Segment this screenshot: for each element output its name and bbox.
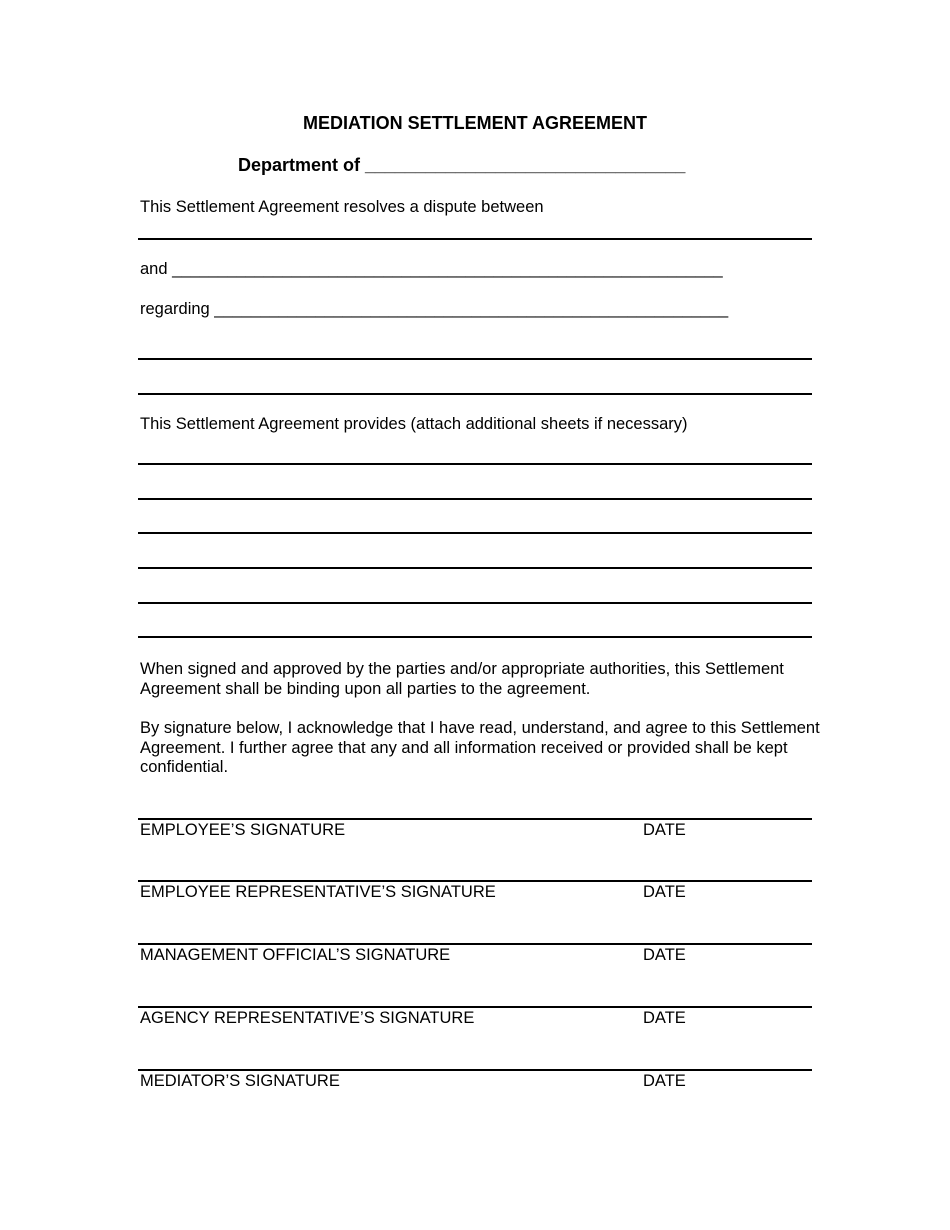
date-label: DATE <box>643 946 686 964</box>
signature-label: EMPLOYEE REPRESENTATIVE’S SIGNATURE <box>140 883 496 901</box>
date-label: DATE <box>643 1009 686 1027</box>
acknowledge-paragraph: By signature below, I acknowledge that I have read, understand, and agree to this Settlement Agreement. I further agree that any and all information received or provided shall be kept confidential. <box>140 719 820 776</box>
signature-label: AGENCY REPRESENTATIVE’S SIGNATURE <box>140 1009 475 1027</box>
regarding-line-2[interactable] <box>138 358 812 360</box>
binding-paragraph: When signed and approved by the parties and/or appropriate authorities, this Settlement Agreement shall be binding upon all parties to the agreement. <box>140 660 784 698</box>
date-label: DATE <box>643 1072 686 1090</box>
regarding-line-3[interactable] <box>138 393 812 395</box>
provision-line-2[interactable] <box>138 498 812 500</box>
document-title: MEDIATION SETTLEMENT AGREEMENT <box>303 113 647 133</box>
provides-text: This Settlement Agreement provides (attach additional sheets if necessary) <box>140 415 688 433</box>
provision-line-3[interactable] <box>138 532 812 534</box>
provision-line-1[interactable] <box>138 463 812 465</box>
intro-text: This Settlement Agreement resolves a dispute between <box>140 198 544 216</box>
signature-label: MEDIATOR’S SIGNATURE <box>140 1072 340 1090</box>
signature-label: EMPLOYEE’S SIGNATURE <box>140 821 346 839</box>
provision-line-4[interactable] <box>138 567 812 569</box>
regarding-field[interactable]: regarding ________________________________________________________ <box>140 300 729 318</box>
department-field[interactable]: Department of ________________________________ <box>238 155 686 175</box>
provision-line-5[interactable] <box>138 602 812 604</box>
party-one-line[interactable] <box>138 238 812 240</box>
date-label: DATE <box>643 821 686 839</box>
and-party-field[interactable]: and ____________________________________________________________ <box>140 260 723 278</box>
date-label: DATE <box>643 883 686 901</box>
signature-label: MANAGEMENT OFFICIAL’S SIGNATURE <box>140 946 451 964</box>
provision-line-6[interactable] <box>138 636 812 638</box>
